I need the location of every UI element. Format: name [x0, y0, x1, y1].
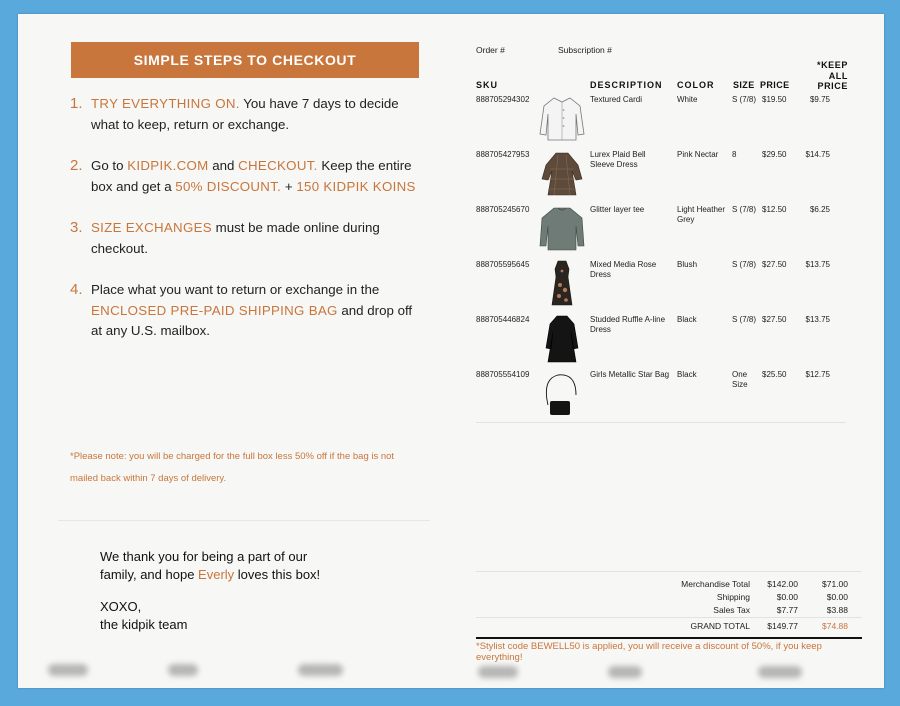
- sign-line: XOXO,: [100, 599, 142, 614]
- tee-icon: [536, 204, 588, 254]
- step-number: 2.: [70, 157, 83, 174]
- item-size: S (7/8): [732, 95, 757, 104]
- stylist-code-note: *Stylist code BEWELL50 is applied, you will receive a discount of 50%, if you keep everything!: [476, 641, 822, 663]
- child-name: Everly: [198, 567, 235, 582]
- item-size: S (7/8): [732, 315, 757, 324]
- item-sku: 888705554109: [476, 370, 530, 379]
- plaid-dress-icon: [536, 149, 588, 199]
- header-keep-line: PRICE: [817, 81, 848, 91]
- item-sku: 888705595645: [476, 260, 530, 269]
- item-color: Blush: [677, 260, 698, 269]
- step-text: [91, 218, 420, 259]
- step-highlight: CHECKOUT.: [238, 158, 318, 173]
- table-row: [476, 369, 832, 424]
- redacted-barcode: [298, 664, 343, 676]
- step-highlight: ENCLOSED PRE-PAID SHIPPING BAG: [91, 302, 338, 318]
- table-row: [476, 259, 832, 314]
- item-price: $25.50: [762, 370, 787, 379]
- step-number: 1.: [70, 95, 83, 112]
- redacted-barcode: [608, 666, 642, 678]
- step-body: Place what you want to return or exchange in the: [91, 282, 380, 297]
- kidpik-link: KIDPIK.COM: [127, 158, 209, 173]
- item-keep-price: $6.25: [809, 205, 830, 214]
- grand-total-keep: $74.88: [822, 621, 848, 631]
- step-2: [70, 156, 420, 197]
- cardigan-icon: [536, 94, 588, 144]
- sales-tax-value: $7.77: [776, 605, 798, 615]
- item-size: One Size: [732, 370, 748, 389]
- checkout-banner: SIMPLE STEPS TO CHECKOUT: [71, 42, 419, 78]
- header-keep-all-price: [794, 60, 848, 92]
- header-keep-line: ALL: [828, 70, 848, 81]
- grand-total-rule: [476, 637, 862, 639]
- step-number: 4.: [70, 281, 83, 298]
- step-number: 3.: [70, 219, 83, 236]
- step-body: Go to: [91, 158, 128, 173]
- shipping-value: $0.00: [776, 592, 798, 602]
- item-size: S (7/8): [732, 260, 757, 269]
- merch-total-value: $142.00: [767, 579, 798, 589]
- item-keep-price: $14.75: [805, 150, 830, 159]
- header-keep-line: *KEEP: [816, 60, 848, 70]
- item-description: Studded Ruffle A-line Dress: [590, 315, 666, 334]
- step-text: [91, 280, 420, 342]
- sales-tax-keep: $3.88: [826, 605, 848, 615]
- thank-you-message: [100, 548, 400, 648]
- subscription-number-label: Subscription #: [558, 45, 612, 55]
- step-text: [91, 156, 420, 197]
- item-size: S (7/8): [732, 205, 757, 214]
- step-highlight: 50% DISCOUNT.: [175, 178, 282, 194]
- redacted-barcode: [758, 666, 802, 678]
- item-size: 8: [732, 150, 737, 159]
- rose-dress-icon: [536, 259, 588, 309]
- checkout-steps: [70, 94, 420, 363]
- thanks-paragraph: [100, 548, 400, 584]
- item-description: Mixed Media Rose Dress: [590, 260, 657, 279]
- step-body: and drop off at any U.S. mailbox.: [91, 302, 413, 338]
- item-color: Black: [677, 370, 697, 379]
- step-body: must be made online during checkout.: [91, 220, 380, 256]
- table-divider: [476, 422, 846, 423]
- step-highlight: TRY EVERYTHING ON.: [91, 96, 240, 111]
- header-sku: SKU: [476, 80, 499, 90]
- thanks-line: family, and hope: [100, 567, 199, 582]
- thanks-line: loves this box!: [234, 567, 321, 582]
- divider: [58, 520, 430, 521]
- header-price: PRICE: [760, 80, 790, 90]
- header-color: COLOR: [677, 80, 715, 90]
- step-highlight: SIZE EXCHANGES: [91, 220, 212, 235]
- invoice-page: [458, 14, 884, 688]
- shipping-keep: $0.00: [826, 592, 848, 602]
- item-price: $19.50: [762, 95, 787, 104]
- item-price: $12.50: [762, 205, 787, 214]
- black-dress-icon: [536, 314, 588, 364]
- table-row: [476, 94, 832, 149]
- checkout-instructions-page: [18, 14, 448, 688]
- item-price: $27.50: [762, 315, 787, 324]
- grand-total-value: $149.77: [767, 621, 798, 631]
- item-description: Lurex Plaid Bell Sleeve Dress: [590, 150, 646, 169]
- step-highlight: 150 KIDPIK KOINS: [296, 178, 416, 194]
- sales-tax-label: Sales Tax: [713, 605, 750, 615]
- signature: [100, 598, 400, 634]
- step-3: [70, 218, 420, 259]
- item-price: $29.50: [762, 150, 787, 159]
- bag-icon: [536, 369, 588, 419]
- redacted-barcode: [168, 664, 198, 676]
- item-color: White: [677, 95, 698, 104]
- checkout-insert-sheet: [18, 14, 884, 688]
- shipping-label: Shipping: [716, 592, 750, 602]
- merch-total-keep: $71.00: [822, 579, 848, 589]
- header-description: DESCRIPTION: [590, 80, 663, 90]
- item-description: Textured Cardi: [590, 95, 643, 104]
- item-color: Pink Nectar: [677, 150, 719, 159]
- step-1: [70, 94, 420, 135]
- item-keep-price: $9.75: [809, 95, 830, 104]
- step-body: +: [281, 178, 297, 194]
- item-color: Light Heather Grey: [677, 205, 726, 224]
- item-description: Glitter layer tee: [590, 205, 645, 214]
- item-sku: 888705294302: [476, 95, 530, 104]
- totals-divider: [476, 571, 862, 572]
- item-color: Black: [677, 315, 697, 324]
- item-description: Girls Metallic Star Bag: [590, 370, 670, 379]
- header-size: SIZE: [733, 80, 755, 90]
- table-row: [476, 204, 832, 259]
- step-4: [70, 280, 420, 342]
- table-row: [476, 314, 832, 369]
- table-row: [476, 149, 832, 204]
- order-number-label: Order #: [476, 45, 505, 55]
- grand-total-label: GRAND TOTAL: [690, 621, 750, 631]
- step-body: Keep the entire box and get a: [91, 158, 412, 194]
- sign-line: the kidpik team: [100, 617, 188, 632]
- thanks-line: We thank you for being a part of our: [100, 549, 308, 564]
- step-body: and: [208, 158, 239, 173]
- redacted-barcode: [478, 666, 518, 678]
- grand-total-divider: [476, 617, 862, 618]
- item-price: $27.50: [762, 260, 787, 269]
- merch-total-label: Merchandise Total: [681, 579, 750, 589]
- item-sku: 888705245670: [476, 205, 530, 214]
- item-sku: 888705427953: [476, 150, 530, 159]
- item-keep-price: $12.75: [805, 370, 830, 379]
- item-sku: 888705446824: [476, 315, 530, 324]
- step-text: [91, 94, 420, 135]
- redacted-barcode: [48, 664, 88, 676]
- item-keep-price: $13.75: [805, 315, 830, 324]
- item-keep-price: $13.75: [805, 260, 830, 269]
- charge-note: *Please note: you will be charged for the full box less 50% off if the bag is not mailed back within 7 days of delivery.: [70, 451, 395, 484]
- step-body: You have 7 days to decide what to keep, return or exchange.: [91, 96, 399, 132]
